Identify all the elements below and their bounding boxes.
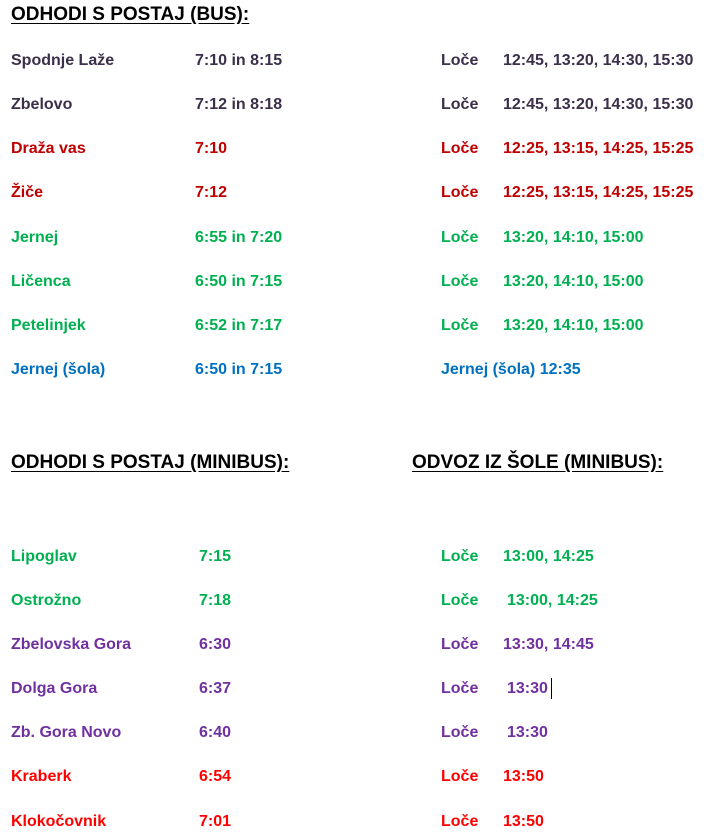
return-times: 12:45, 13:20, 14:30, 15:30 — [503, 52, 694, 69]
bus-row — [0, 50, 716, 72]
return-times: 13:20, 14:10, 15:00 — [503, 273, 644, 290]
destination: Loče — [441, 813, 479, 830]
bus-row — [0, 227, 716, 249]
bus-row — [0, 359, 716, 381]
return-times: 13:30 — [507, 724, 548, 741]
destination: Loče — [441, 52, 479, 69]
return-times: 13:00, 14:25 — [503, 548, 594, 565]
destination: Loče — [441, 229, 479, 246]
bus-row — [0, 94, 716, 116]
departure-time: 6:55 in 7:20 — [195, 229, 283, 246]
bus-section-title: ODHODI S POSTAJ (BUS): — [11, 4, 250, 25]
departure-time: 7:10 — [195, 140, 228, 157]
minibus-row — [0, 590, 716, 612]
station-name: Klokočovnik — [11, 813, 107, 830]
bus-row — [0, 182, 716, 204]
return-times: 13:30 — [507, 680, 548, 697]
station-name: Zb. Gora Novo — [11, 724, 122, 741]
bus-row — [0, 271, 716, 293]
departure-time: 6:30 — [199, 636, 232, 653]
destination: Loče — [441, 140, 479, 157]
station-name: Ostrožno — [11, 592, 82, 609]
departure-time: 7:12 — [195, 184, 228, 201]
station-name: Zbelovska Gora — [11, 636, 132, 653]
text-cursor — [551, 678, 552, 699]
departure-time: 6:50 in 7:15 — [195, 361, 283, 378]
departure-time: 6:54 — [199, 768, 232, 785]
return-times: 12:45, 13:20, 14:30, 15:30 — [503, 96, 694, 113]
minibus-departures-title: ODHODI S POSTAJ (MINIBUS): — [11, 452, 290, 473]
minibus-row — [0, 546, 716, 568]
departure-time: 6:52 in 7:17 — [195, 317, 283, 334]
station-name: Zbelovo — [11, 96, 73, 113]
station-name: Draža vas — [11, 140, 86, 157]
departure-time: 6:37 — [199, 680, 232, 697]
destination: Loče — [441, 317, 479, 334]
station-name: Dolga Gora — [11, 680, 98, 697]
return-times: 13:50 — [503, 813, 544, 830]
station-name: Jernej (šola) — [11, 361, 106, 378]
departure-time: 6:50 in 7:15 — [195, 273, 283, 290]
destination: Jernej (šola) 12:35 — [441, 361, 581, 378]
destination: Loče — [441, 548, 479, 565]
minibus-return-title: ODVOZ IZ ŠOLE (MINIBUS): — [412, 452, 664, 473]
station-name: Petelinjek — [11, 317, 86, 334]
minibus-row — [0, 678, 716, 700]
minibus-row — [0, 722, 716, 744]
station-name: Žiče — [11, 184, 44, 201]
return-times: 13:50 — [503, 768, 544, 785]
destination: Loče — [441, 768, 479, 785]
station-name: Lipoglav — [11, 548, 77, 565]
station-name: Kraberk — [11, 768, 72, 785]
departure-time: 7:01 — [199, 813, 232, 830]
departure-time: 7:15 — [199, 548, 232, 565]
destination: Loče — [441, 680, 479, 697]
return-times: 13:00, 14:25 — [507, 592, 598, 609]
destination: Loče — [441, 96, 479, 113]
return-times: 13:20, 14:10, 15:00 — [503, 317, 644, 334]
bus-row — [0, 315, 716, 337]
return-times: 12:25, 13:15, 14:25, 15:25 — [503, 184, 694, 201]
return-times: 13:20, 14:10, 15:00 — [503, 229, 644, 246]
departure-time: 6:40 — [199, 724, 232, 741]
minibus-row — [0, 811, 716, 833]
bus-row — [0, 138, 716, 160]
destination: Loče — [441, 184, 479, 201]
destination: Loče — [441, 724, 479, 741]
return-times: 13:30, 14:45 — [503, 636, 594, 653]
departure-time: 7:12 in 8:18 — [195, 96, 283, 113]
destination: Loče — [441, 592, 479, 609]
station-name: Jernej — [11, 229, 59, 246]
return-times: 12:25, 13:15, 14:25, 15:25 — [503, 140, 694, 157]
destination: Loče — [441, 636, 479, 653]
minibus-row — [0, 766, 716, 788]
destination: Loče — [441, 273, 479, 290]
departure-time: 7:18 — [199, 592, 232, 609]
station-name: Ličenca — [11, 273, 71, 290]
station-name: Spodnje Laže — [11, 52, 115, 69]
minibus-row — [0, 634, 716, 656]
departure-time: 7:10 in 8:15 — [195, 52, 283, 69]
